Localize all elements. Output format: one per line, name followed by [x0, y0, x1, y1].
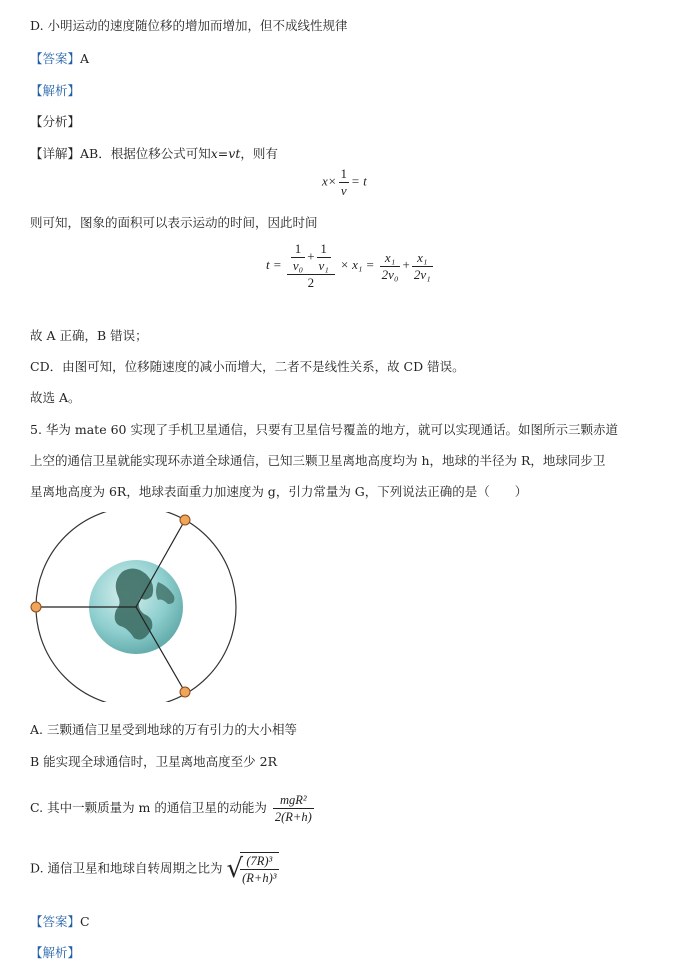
option-d-text: D. 通信卫星和地球自转周期之比为: [30, 860, 223, 876]
option-c-num: mgR²: [273, 792, 314, 809]
eq2-t: t =: [266, 256, 282, 272]
q5-analysis-tag: 【解析】: [30, 945, 81, 960]
option-c-text: C. 其中一颗质量为 m 的通信卫星的动能为: [30, 800, 267, 815]
q4-fenxi-tag: 【分析】: [30, 114, 81, 129]
satellite-left: [31, 602, 41, 612]
q5-stem-line-1: 5. 华为 mate 60 实现了手机卫星通信，只要有卫星信号覆盖的地方，就可以实现通话。如图所示三颗赤道: [30, 422, 618, 437]
eq2-f1-den: 2v₀: [381, 266, 399, 282]
detail-suffix: ，则有: [240, 146, 278, 161]
option-d-num: (7R)³: [240, 853, 278, 870]
equation-1: [322, 166, 367, 199]
eq2-f2-den: 2v₁: [413, 266, 431, 282]
conclusion-ab: 故 A 正确，B 错误；: [30, 328, 148, 343]
option-c: [30, 792, 316, 825]
formula-inline: x=vt: [210, 146, 241, 161]
eq2-inner-num1: 1: [291, 241, 305, 258]
detail-text: AB．根据位移公式可知: [80, 146, 211, 161]
sqrt-icon: √: [226, 854, 244, 884]
q4-detail: [30, 144, 278, 162]
option-d-den: (R+h)³: [242, 871, 277, 885]
eq1-den: v: [340, 183, 347, 198]
answer-value: A: [80, 51, 90, 66]
eq2-inner-den1: v₀: [292, 258, 304, 273]
q5-answer: [30, 912, 90, 930]
conclusion-cd: CD．由图可知，位移随速度的减小而增大，二者不是线性关系，故 CD 错误。: [30, 359, 465, 374]
q4-analysis-tag: 【解析】: [30, 83, 81, 98]
answer-tag: 【答案】: [30, 51, 81, 66]
satellite-orbit-diagram: [30, 512, 245, 702]
q4-area-line: 则可知，图象的面积可以表示运动的时间，因此时间: [30, 215, 318, 230]
eq2-times: × x₁ =: [340, 256, 375, 272]
eq2-plus: +: [307, 248, 315, 264]
equation-2: [266, 241, 435, 291]
eq1-right: = t: [351, 173, 367, 189]
satellite-top: [180, 515, 190, 525]
q4-answer: [30, 49, 89, 67]
q5-stem-line-3: 星离地高度为 6R，地球表面重力加速度为 g，引力常量为 G，下列说法正确的是（ ）: [30, 484, 528, 499]
eq2-inner-num2: 1: [317, 241, 331, 258]
eq2-outer-den: 2: [307, 275, 315, 290]
eq2-f1-num: x₁: [380, 250, 401, 267]
detail-tag: 【详解】: [30, 146, 81, 161]
option-b: B 能实现全球通信时，卫星离地高度至少 2R: [30, 754, 277, 769]
q5-answer-value: C: [80, 914, 90, 929]
eq2-plus2: +: [402, 256, 410, 272]
q5-stem-line-2: 上空的通信卫星就能实现环赤道全球通信，已知三颗卫星离地高度均为 h，地球的半径为 R，地球同步卫: [30, 453, 606, 468]
eq2-f2-num: x₁: [412, 250, 433, 267]
q5-answer-tag: 【答案】: [30, 914, 81, 929]
option-d: [30, 852, 281, 886]
final-choice: 故选 A。: [30, 390, 81, 405]
prev-option-d: D. 小明运动的速度随位移的增加而增加，但不成线性规律: [30, 18, 348, 33]
satellite-bottom: [180, 687, 190, 697]
option-c-den: 2(R+h): [274, 810, 312, 824]
eq1-num: 1: [340, 166, 348, 181]
option-a: A. 三颗通信卫星受到地球的万有引力的大小相等: [30, 722, 297, 737]
eq1-left: x×: [322, 173, 337, 189]
eq2-inner-den2: v₁: [318, 258, 329, 273]
